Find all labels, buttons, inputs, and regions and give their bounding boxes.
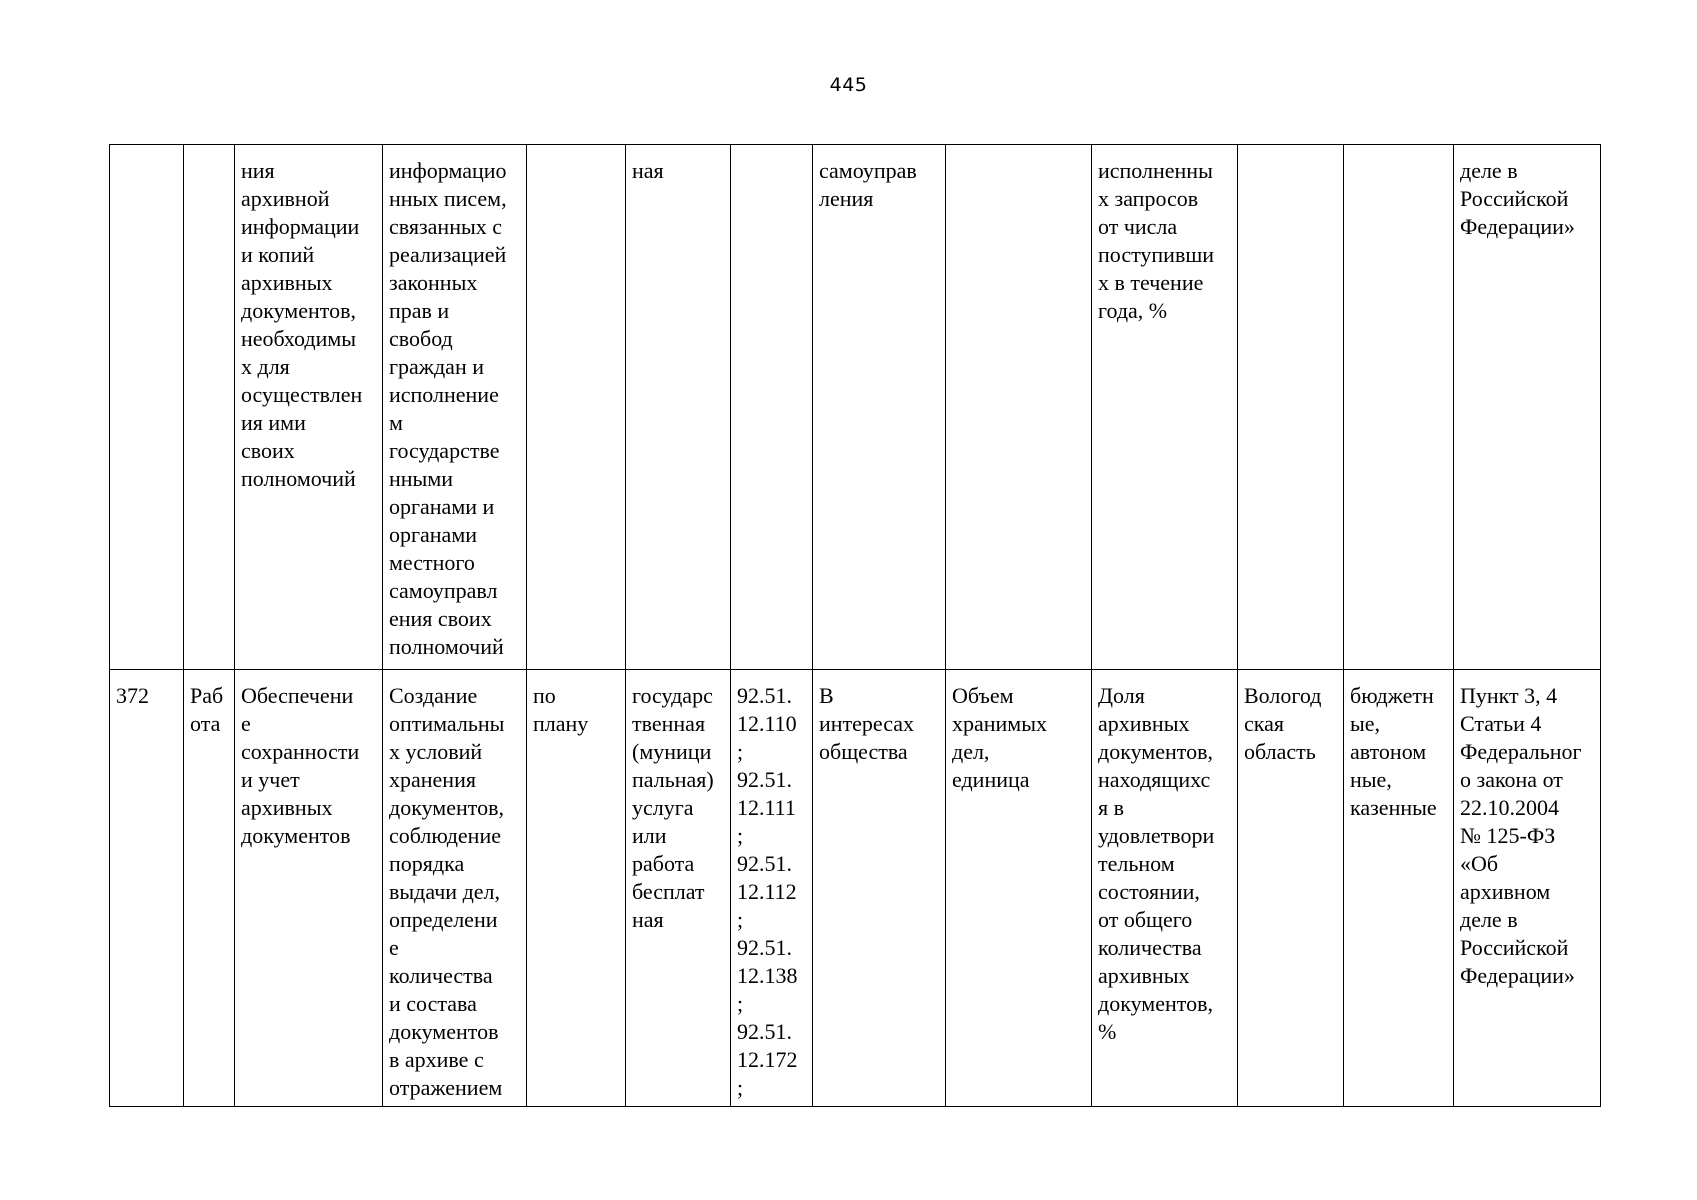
cell-number	[110, 145, 184, 670]
cell-consumers: В интересах общества	[813, 670, 946, 1107]
cell-legal-basis: деле в Российской Федерации»	[1454, 145, 1601, 670]
cell-legal-basis: Пункт 3, 4 Статьи 4 Федеральног о закона от 22.10.2004 № 125-ФЗ «Об архивном деле в Российской Федерации»	[1454, 670, 1601, 1107]
cell-code	[731, 145, 813, 670]
cell-type: Раб ота	[184, 670, 235, 1107]
cell-quality-indicator: исполненны х запросов от числа поступивши х в течение года, %	[1092, 145, 1238, 670]
cell-service-type: ная	[626, 145, 731, 670]
cell-type	[184, 145, 235, 670]
cell-institution-type: бюджетн ые, автоном ные, казенные	[1344, 670, 1454, 1107]
cell-volume-indicator	[946, 145, 1092, 670]
cell-consumers: самоуправ ления	[813, 145, 946, 670]
cell-number: 372	[110, 670, 184, 1107]
cell-name: Обеспечени е сохранности и учет архивных документов	[235, 670, 383, 1107]
cell-service-type: государс твенная (муници пальная) услуга или работа бесплат ная	[626, 670, 731, 1107]
cell-content: Создание оптимальны х условий хранения документов, соблюдение порядка выдачи дел, определени е количества и состава документов в архиве с отражением	[383, 670, 527, 1107]
table-row	[110, 145, 1601, 670]
cell-quality-indicator: Доля архивных документов, находящихс я в удовлетвори тельном состоянии, от общего количества архивных документов, %	[1092, 670, 1238, 1107]
document-table	[109, 144, 1601, 1107]
cell-condition: по плану	[527, 670, 626, 1107]
cell-condition	[527, 145, 626, 670]
page-number: 445	[829, 74, 868, 96]
cell-name: ния архивной информации и копий архивных документов, необходимы х для осуществлен ия ими своих полномочий	[235, 145, 383, 670]
cell-volume-indicator: Объем хранимых дел, единица	[946, 670, 1092, 1107]
cell-region	[1238, 145, 1344, 670]
cell-code: 92.51. 12.110 ; 92.51. 12.111 ; 92.51. 12.112 ; 92.51. 12.138 ; 92.51. 12.172 ;	[731, 670, 813, 1107]
table-row	[110, 670, 1601, 1107]
cell-institution-type	[1344, 145, 1454, 670]
cell-content: информацио нных писем, связанных с реализацией законных прав и свобод граждан и исполнение м государстве нными органами и органами местного самоуправл ения своих полномочий	[383, 145, 527, 670]
cell-region: Вологод ская область	[1238, 670, 1344, 1107]
